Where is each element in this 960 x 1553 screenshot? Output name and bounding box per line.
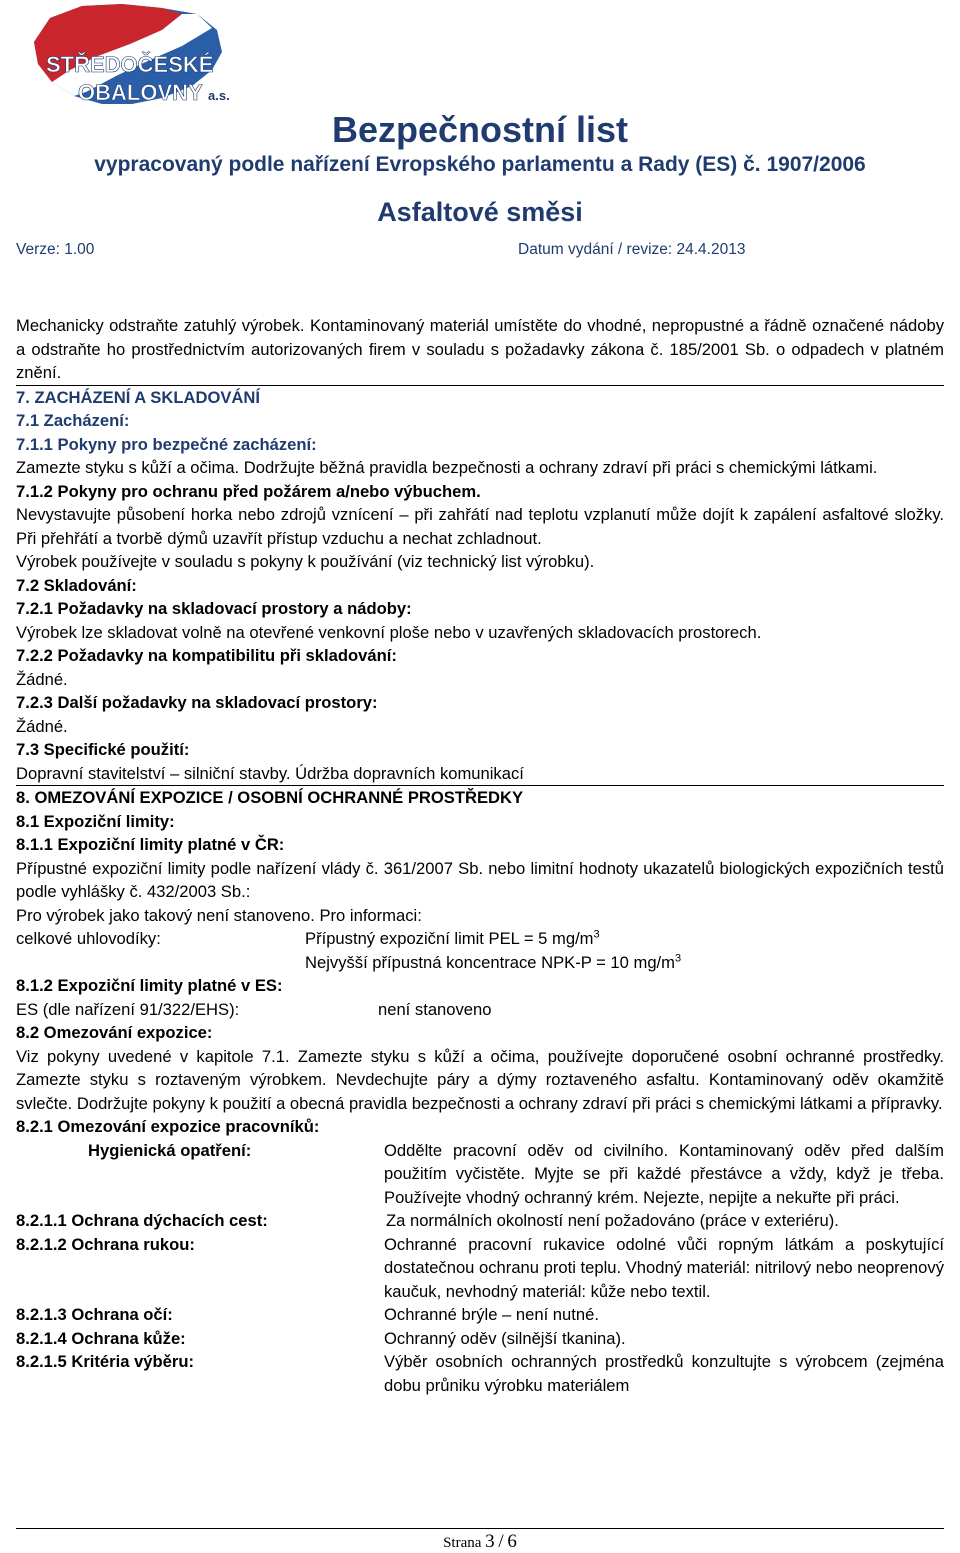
- heading-7-2: 7.2 Skladování:: [16, 575, 137, 595]
- limit-row-npk: [16, 951, 944, 975]
- skin-value: Ochranný oděv (silnější tkanina).: [384, 1328, 626, 1348]
- npk-value: Nejvyšší přípustná koncentrace NPK-P = 10 $mg/m^3$: [305, 951, 682, 972]
- document-body: [16, 314, 944, 1397]
- logo-map-graphic: [12, 0, 282, 115]
- criteria-value: Výběr osobních ochranných prostředků konzultujte s výrobcem (zejména dobu průniku výrobku materiálem: [384, 1352, 944, 1395]
- heading-7-1-1: 7.1.1 Pokyny pro bezpečné zacházení:: [16, 434, 317, 454]
- hand-row: [16, 1233, 944, 1304]
- heading-8-1-2: 8.1.2 Expoziční limity platné v ES:: [16, 976, 283, 995]
- document-subtitle: vypracovaný podle nařízení Evropského parlamentu a Rady (ES) č. 1907/2006: [94, 153, 866, 176]
- respiratory-label: 8.2.1.1 Ochrana dýchacích cest:: [16, 1211, 268, 1230]
- criteria-label: 8.2.1.5 Kritéria výběru:: [16, 1352, 195, 1371]
- heading-8-1-1: 8.1.1 Expoziční limity platné v ČR:: [16, 835, 285, 854]
- page-total: 6: [507, 1531, 517, 1552]
- paragraph-7-2-1: Výrobek lze skladovat volně na otevřené venkovní ploše nebo v uzavřených skladovacích prostorech.: [16, 622, 762, 642]
- paragraph-8-1-1b: Pro výrobek jako takový není stanoveno. Pro informaci:: [16, 905, 422, 925]
- intro-paragraph: Mechanicky odstraňte zatuhlý výrobek. Kontaminovaný materiál umístěte do vhodné, nepropustné a řádně označené nádoby a odstraňte ho prostřednictvím autorizovaných firem v souladu s požadavky zákona č. 185/2001 Sb. o odpadech v platném znění.: [16, 316, 944, 382]
- heading-8-2: 8.2 Omezování expozice:: [16, 1023, 213, 1042]
- hygiene-value: Oddělte pracovní oděv od civilního. Kontaminovaný oděv před dalším použitím vyčistěte. Myjte se při každé přestávce a vždy, když je třeba. Používejte vhodný ochranný krém. Nejezte, nepijte a nekuřte při práci.: [384, 1140, 944, 1207]
- company-logo: [12, 0, 282, 115]
- limit-label: celkové uhlovodíky:: [16, 929, 161, 948]
- es-limit-row: [16, 998, 944, 1022]
- respiratory-row: [16, 1209, 944, 1233]
- paragraph-8-1-1: Přípustné expoziční limity podle nařízení vlády č. 361/2007 Sb. nebo limitní hodnoty ukazatelů biologických expozičních testů podle vyhlášky č. 432/2003 Sb.:: [16, 858, 944, 901]
- paragraph-7-1-1: Zamezte styku s kůží a očima. Dodržujte běžná pravidla bezpečnosti a ochrany zdraví při práci s chemickými látkami.: [16, 458, 878, 477]
- paragraph-7-2-2: Žádné.: [16, 669, 68, 689]
- paragraph-7-1-2b: Výrobek používejte v souladu s pokyny k používání (viz technický list výrobku).: [16, 552, 595, 571]
- page-word: Strana: [443, 1535, 482, 1551]
- paragraph-7-2-3: Žádné.: [16, 716, 68, 736]
- limit-row-pel: [16, 927, 944, 951]
- heading-8-1: 8.1 Expoziční limity:: [16, 811, 175, 831]
- document-title: Bezpečnostní list: [331, 109, 629, 150]
- page-footer: [0, 1532, 960, 1553]
- eye-label: 8.2.1.3 Ochrana očí:: [16, 1305, 173, 1324]
- paragraph-7-1-2a: Nevystavujte působení horka nebo zdrojů vznícení – při zahřátí nad teplotu vzplanutí může dojít k zapálení asfaltové složky. Při přehřátí a tvorbě dýmů uzavřít přístup vzduchu a nechat zchladnout.: [16, 505, 944, 548]
- hygiene-row: [16, 1139, 944, 1210]
- pel-value: Přípustný expoziční limit PEL = 5 $mg/m^3$: [305, 928, 600, 948]
- heading-7-1: 7.1 Zacházení:: [16, 411, 130, 430]
- version-label: Verze: 1.00: [16, 241, 95, 258]
- logo-text-line2: OBALOVNY: [78, 80, 203, 105]
- paragraph-7-3: Dopravní stavitelství – silniční stavby. Údržba dopravních komunikací: [16, 763, 524, 783]
- hygiene-label: Hygienická opatření:: [88, 1140, 252, 1160]
- logo-text-line1: STŘEDOČESKÉ: [46, 52, 214, 77]
- page-separator: /: [498, 1531, 504, 1552]
- heading-7-2-3: 7.2.3 Další požadavky na skladovací prostory:: [16, 693, 378, 712]
- heading-7-1-2: 7.1.2 Pokyny pro ochranu před požárem a/nebo výbuchem.: [16, 481, 481, 501]
- heading-7-2-2: 7.2.2 Požadavky na kompatibilitu při skladování:: [16, 646, 397, 665]
- es-value: není stanoveno: [378, 999, 492, 1019]
- heading-7-2-1: 7.2.1 Požadavky na skladovací prostory a nádoby:: [16, 599, 412, 618]
- es-label: ES (dle nařízení 91/322/EHS):: [16, 999, 240, 1019]
- heading-8-2-1: 8.2.1 Omezování expozice pracovníků:: [16, 1117, 320, 1136]
- criteria-row: [16, 1350, 944, 1397]
- section-7-title: 7. ZACHÁZENÍ A SKLADOVÁNÍ: [16, 387, 260, 407]
- paragraph-8-2: Viz pokyny uvedené v kapitole 7.1. Zamezte styku s kůží a očima, používejte doporučené osobní ochranné prostředky. Zamezte styku s roztaveným výrobkem. Nevdechujte páry a dýmy roztaveného asfaltu. Kontaminovaný oděv okamžitě svlečte. Dodržujte pokyny k použití a obecná pravidla bezpečnosti a ochrany zdraví při práci s chemickými látkami a přípravky.: [16, 1046, 944, 1113]
- product-name: Asfaltové směsi: [377, 197, 583, 227]
- skin-row: [16, 1327, 944, 1351]
- section-8-title: 8. OMEZOVÁNÍ EXPOZICE / OSOBNÍ OCHRANNÉ PROSTŘEDKY: [16, 788, 524, 807]
- logo-text-suffix: a.s.: [208, 88, 230, 103]
- eye-row: [16, 1303, 944, 1327]
- eye-value: Ochranné brýle – není nutné.: [384, 1305, 599, 1324]
- heading-7-3: 7.3 Specifické použití:: [16, 740, 190, 759]
- issue-date-label: Datum vydání / revize: 24.4.2013: [518, 241, 746, 258]
- footer-divider: [16, 1528, 944, 1529]
- hand-value: Ochranné pracovní rukavice odolné vůči ropným látkám a poskytující dostatečnou ochranu proti teplu. Vhodný materiál: nitrilový nebo neoprenový kaučuk, nevhodný materiál: kůže nebo textil.: [384, 1234, 944, 1301]
- respiratory-value: Za normálních okolností není požadováno (práce v exteriéru).: [386, 1211, 839, 1230]
- page-number: 3: [485, 1531, 495, 1552]
- skin-label: 8.2.1.4 Ochrana kůže:: [16, 1328, 186, 1348]
- hand-label: 8.2.1.2 Ochrana rukou:: [16, 1234, 195, 1254]
